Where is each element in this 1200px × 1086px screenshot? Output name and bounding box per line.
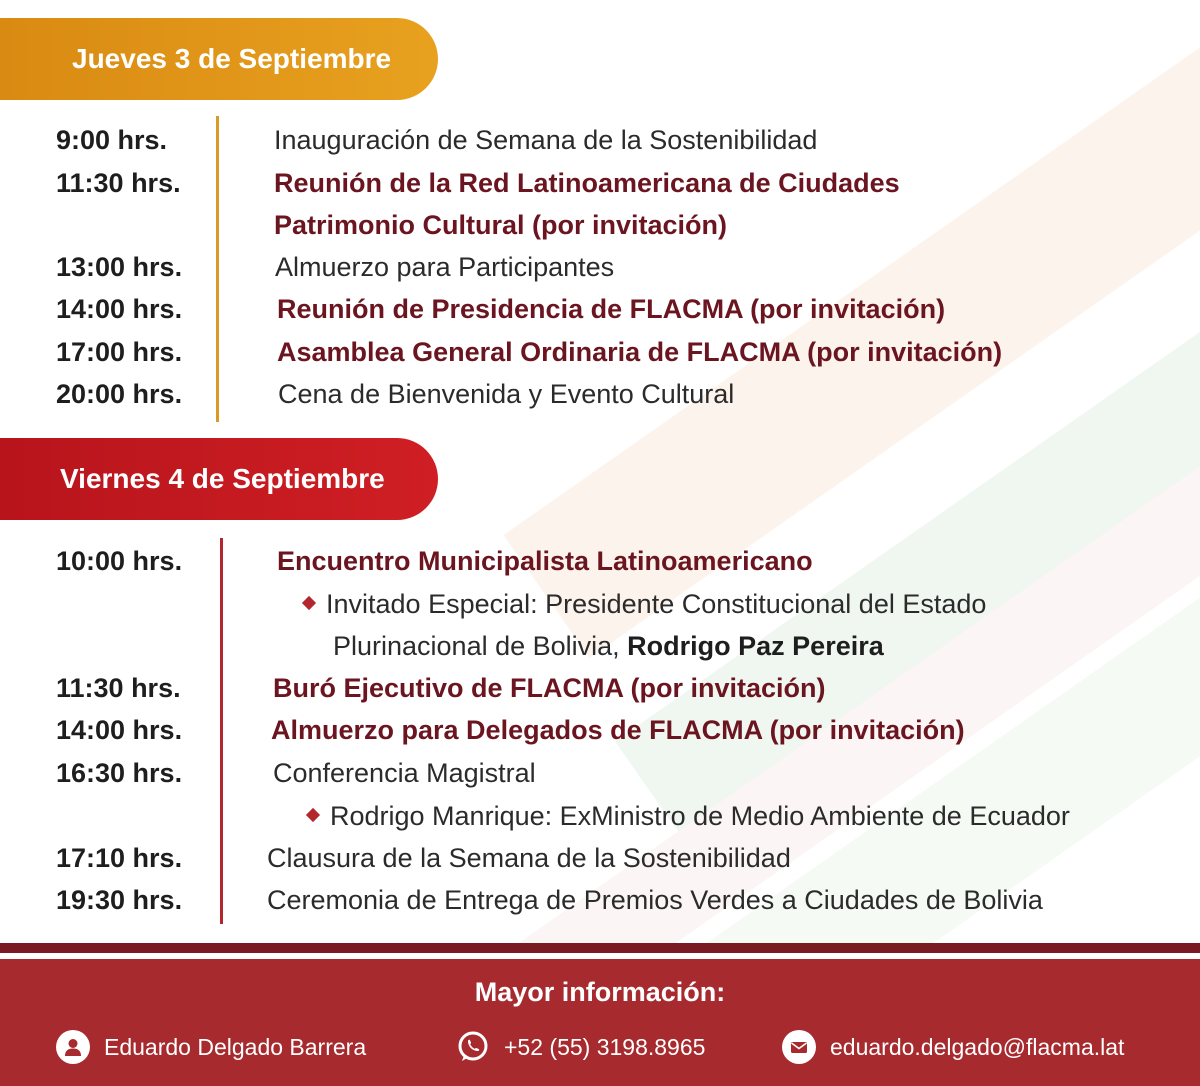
schedule-row bbox=[0, 331, 1200, 373]
schedule-row bbox=[0, 709, 1200, 751]
schedule-row bbox=[0, 288, 1200, 330]
schedule-row bbox=[0, 540, 1200, 582]
person-icon bbox=[56, 1030, 90, 1064]
day-header-thursday bbox=[0, 18, 438, 100]
event-title: Cena de Bienvenida y Evento Cultural bbox=[278, 379, 735, 409]
contact-phone[interactable] bbox=[456, 1027, 705, 1067]
event-time: 17:00 hrs. bbox=[56, 337, 183, 367]
schedule-row bbox=[0, 246, 1200, 288]
day-title: Viernes 4 de Septiembre bbox=[60, 463, 385, 494]
event-detail-continuation bbox=[333, 625, 884, 667]
schedule-row bbox=[0, 879, 1200, 921]
event-title: Inauguración de Semana de la Sostenibilidad bbox=[274, 125, 818, 155]
event-detail-row bbox=[0, 583, 1200, 625]
event-detail-row bbox=[0, 625, 1200, 667]
event-detail bbox=[308, 795, 1070, 837]
day-header-friday bbox=[0, 438, 438, 520]
schedule-row bbox=[0, 667, 1200, 709]
diamond-bullet-icon bbox=[306, 808, 320, 822]
detail-text: Invitado Especial: Presidente Constitucional del Estado bbox=[326, 589, 987, 619]
schedule-row bbox=[0, 752, 1200, 794]
event-time: 19:30 hrs. bbox=[56, 885, 183, 915]
event-time: 9:00 hrs. bbox=[56, 125, 168, 155]
event-title: Reunión de Presidencia de FLACMA (por invitación) bbox=[277, 294, 946, 324]
contact-label: Eduardo Delgado Barrera bbox=[104, 1033, 367, 1060]
event-time: 14:00 hrs. bbox=[56, 715, 183, 745]
event-title: Ceremonia de Entrega de Premios Verdes a Ciudades de Bolivia bbox=[267, 885, 1043, 915]
footer-top-border bbox=[0, 943, 1200, 953]
detail-text: Rodrigo Manrique: ExMinistro de Medio Ambiente de Ecuador bbox=[330, 801, 1070, 831]
event-title-continuation: Patrimonio Cultural (por invitación) bbox=[274, 210, 728, 240]
schedule-row bbox=[0, 119, 1200, 161]
contact-name bbox=[56, 1027, 366, 1067]
event-title: Almuerzo para Delegados de FLACMA (por invitación) bbox=[271, 715, 965, 745]
event-title: Reunión de la Red Latinoamericana de Ciudades bbox=[274, 168, 900, 198]
diamond-bullet-icon bbox=[302, 596, 316, 610]
whatsapp-icon bbox=[456, 1030, 490, 1064]
event-title: Conferencia Magistral bbox=[273, 758, 536, 788]
event-detail bbox=[304, 583, 986, 625]
event-title: Almuerzo para Participantes bbox=[275, 252, 615, 282]
event-title: Encuentro Municipalista Latinoamericano bbox=[277, 546, 813, 576]
event-time: 17:10 hrs. bbox=[56, 843, 183, 873]
event-time: 10:00 hrs. bbox=[56, 546, 183, 576]
event-time: 14:00 hrs. bbox=[56, 294, 183, 324]
schedule-row bbox=[0, 837, 1200, 879]
event-time: 11:30 hrs. bbox=[56, 673, 181, 703]
event-time: 13:00 hrs. bbox=[56, 252, 183, 282]
email-icon bbox=[782, 1030, 816, 1064]
event-title: Asamblea General Ordinaria de FLACMA (por invitación) bbox=[277, 337, 1003, 367]
footer-contact-bar bbox=[0, 959, 1200, 1086]
footer-title: Mayor información: bbox=[474, 977, 726, 1007]
detail-text: Plurinacional de Bolivia, bbox=[333, 631, 628, 661]
event-time: 16:30 hrs. bbox=[56, 758, 183, 788]
contact-label: +52 (55) 3198.8965 bbox=[504, 1033, 706, 1060]
guest-name: Rodrigo Paz Pereira bbox=[627, 631, 884, 661]
event-title: Buró Ejecutivo de FLACMA (por invitación) bbox=[273, 673, 826, 703]
event-time: 20:00 hrs. bbox=[56, 379, 183, 409]
schedule-row bbox=[0, 373, 1200, 415]
schedule-row-continuation bbox=[0, 204, 1200, 246]
contact-label: eduardo.delgado@flacma.lat bbox=[830, 1033, 1125, 1060]
event-detail-row bbox=[0, 795, 1200, 837]
day-title: Jueves 3 de Septiembre bbox=[72, 43, 392, 74]
event-time: 11:30 hrs. bbox=[56, 168, 181, 198]
event-title: Clausura de la Semana de la Sostenibilidad bbox=[267, 843, 791, 873]
schedule-row bbox=[0, 162, 1200, 204]
contact-email[interactable] bbox=[782, 1027, 1124, 1067]
